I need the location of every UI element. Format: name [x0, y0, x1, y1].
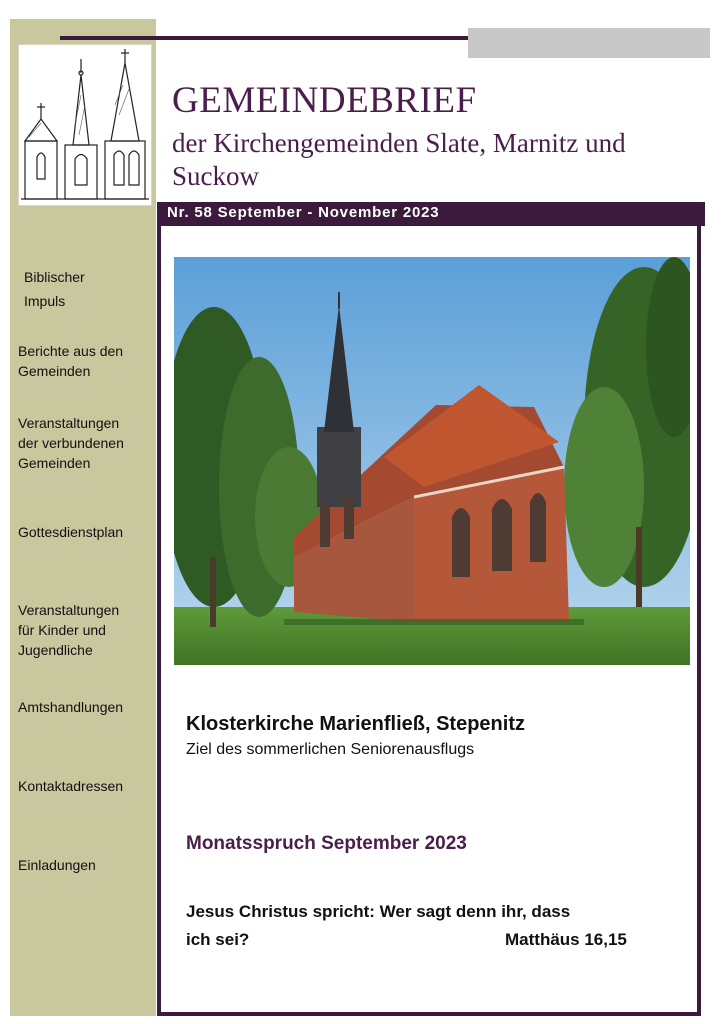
- nav-label: Berichte aus den: [18, 343, 124, 359]
- nav-gottesdienstplan[interactable]: [18, 522, 154, 542]
- church-towers-icon: [19, 45, 151, 205]
- nav-label: für Kinder und: [18, 622, 106, 638]
- nav-label: Amtshandlungen: [18, 699, 124, 715]
- nav-veranstaltungen-kinder[interactable]: [18, 600, 154, 660]
- nav-label: Kontaktadressen: [18, 778, 124, 794]
- nav-label: Impuls: [24, 293, 66, 309]
- nav-label: Einladungen: [18, 857, 96, 873]
- issue-number: Nr. 58 September - November 2023: [167, 204, 440, 221]
- verse-line-1: Jesus Christus spricht: Wer sagt denn ihr, dass: [186, 902, 571, 921]
- nav-label: Veranstaltungen: [18, 415, 120, 431]
- page-subtitle: der Kirchengemeinden Slate, Marnitz und Suckow: [172, 128, 626, 191]
- nav-label: Jugendliche: [18, 642, 93, 658]
- nav-amtshandlungen[interactable]: [18, 697, 154, 717]
- caption-title: Klosterkirche Marienfließ, Stepenitz: [186, 713, 525, 735]
- verse-reference: Matthäus 16,15: [505, 930, 627, 949]
- header-grey-bar: [468, 28, 710, 58]
- church-logo: [18, 44, 152, 206]
- brick-church-icon: [174, 257, 690, 665]
- nav-einladungen[interactable]: [18, 855, 154, 875]
- nav-label: Gottesdienstplan: [18, 524, 124, 540]
- nav-kontaktadressen[interactable]: [18, 776, 154, 796]
- nav-berichte[interactable]: [18, 341, 154, 381]
- caption-subtitle: Ziel des sommerlichen Seniorenausflugs: [186, 741, 475, 758]
- monthly-motto-title: Monatsspruch September 2023: [186, 833, 467, 854]
- church-photo: [174, 257, 690, 665]
- nav-label: Gemeinden: [18, 363, 91, 379]
- nav-biblischer-impuls[interactable]: [24, 267, 160, 311]
- nav-veranstaltungen-gemeinden[interactable]: [18, 413, 154, 473]
- nav-label: Veranstaltungen: [18, 602, 120, 618]
- issue-bar: [157, 202, 705, 226]
- page-title: GEMEINDEBRIEF: [172, 80, 477, 121]
- header-rule: [60, 36, 470, 40]
- nav-label: Biblischer: [24, 269, 85, 285]
- verse-line-2: ich sei?: [186, 930, 250, 949]
- nav-label: Gemeinden: [18, 455, 91, 471]
- nav-label: der verbundenen: [18, 435, 124, 451]
